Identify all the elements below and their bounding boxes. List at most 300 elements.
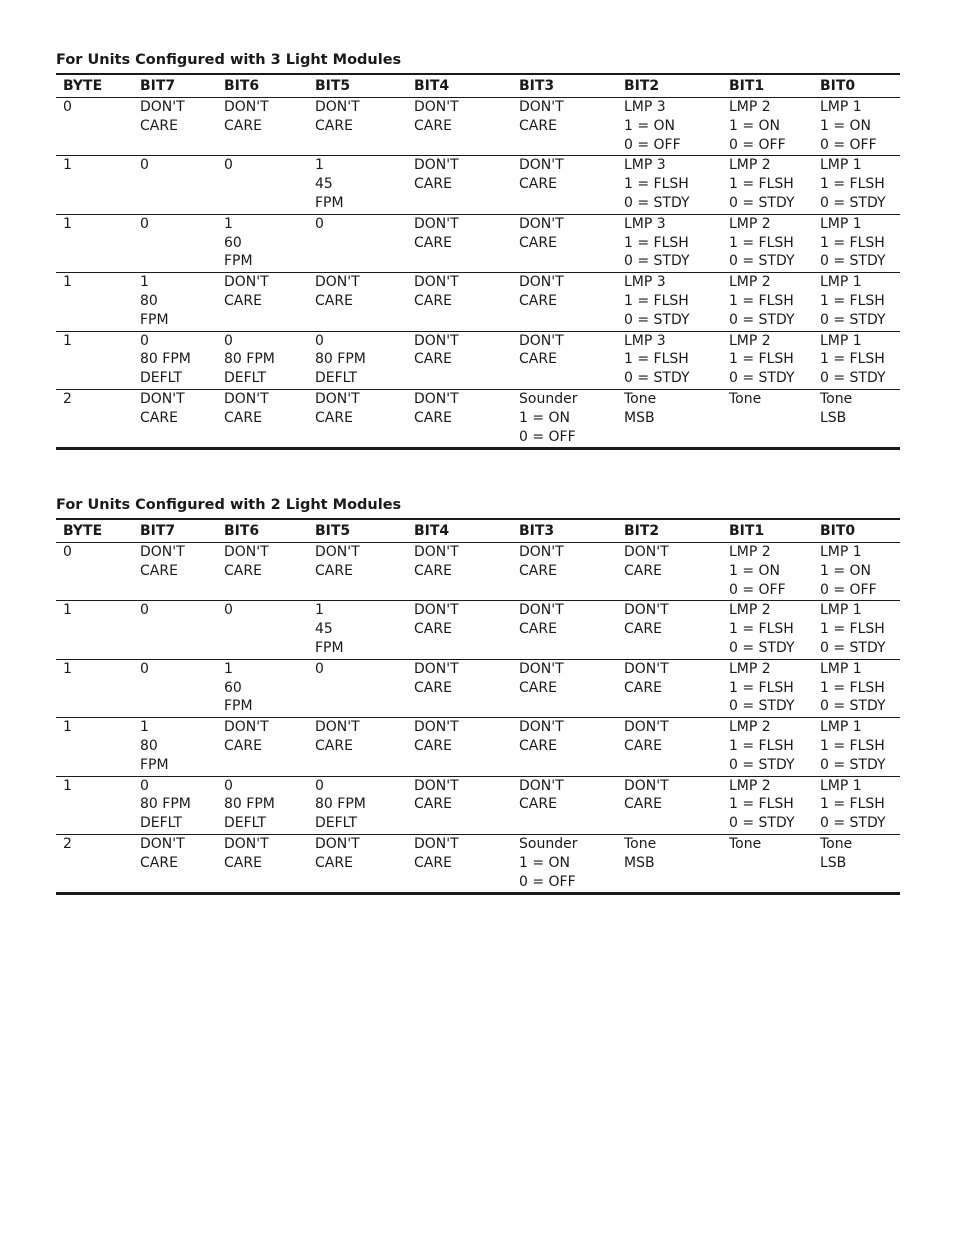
- table-row: [56, 156, 900, 214]
- table-cell-bit0: [813, 156, 900, 214]
- cell-line: 0: [224, 332, 233, 349]
- cell-line: 0: [140, 332, 149, 349]
- table-cell-bit0: [813, 718, 900, 776]
- table-cell-byte: [56, 214, 133, 272]
- cell-line: DON'T: [414, 660, 459, 677]
- cell-line: DON'T: [315, 719, 360, 736]
- cell-line: CARE: [414, 796, 452, 813]
- cell-line: 80 FPM: [315, 796, 366, 813]
- cell-line: 0 = STDY: [729, 311, 795, 328]
- cell-line: LMP 3: [624, 157, 666, 174]
- cell-line: 80 FPM: [315, 351, 366, 368]
- table-cell-bit5: [308, 389, 407, 448]
- table-cell-bit5: [308, 659, 407, 717]
- cell-line: 0 = STDY: [729, 815, 795, 832]
- cell-line: 0 = STDY: [729, 756, 795, 773]
- table-cell-bit6: [217, 718, 308, 776]
- cell-line: 1 = FLSH: [820, 621, 885, 638]
- table-cell-bit3: [512, 601, 617, 659]
- column-header-bit0: BIT0: [813, 519, 900, 543]
- cell-line: 0: [63, 99, 72, 115]
- cell-line: DON'T: [414, 719, 459, 736]
- cell-line: DEFLT: [140, 370, 183, 387]
- table-cell-bit2: [617, 834, 722, 893]
- cell-line: CARE: [519, 234, 557, 251]
- cell-line: 1 = ON: [820, 562, 872, 579]
- table-cell-bit1: [722, 214, 813, 272]
- table-cell-bit7: [133, 776, 217, 834]
- table-cell-bit6: [217, 659, 308, 717]
- cell-line: 0 = OFF: [519, 428, 576, 445]
- table-cell-bit0: [813, 776, 900, 834]
- table-cell-bit1: [722, 601, 813, 659]
- table-cell-byte: [56, 331, 133, 389]
- table-cell-bit5: [308, 156, 407, 214]
- table-cell-bit5: [308, 273, 407, 331]
- cell-line: 80 FPM: [140, 351, 191, 368]
- cell-line: DON'T: [519, 544, 564, 560]
- cell-line: 0 = OFF: [820, 136, 877, 153]
- cell-line: DON'T: [414, 332, 459, 349]
- table-cell-bit7: [133, 156, 217, 214]
- column-header-bit3: BIT3: [512, 74, 617, 98]
- cell-line: 2: [63, 835, 72, 852]
- cell-line: 0 = STDY: [820, 370, 886, 387]
- cell-line: FPM: [140, 311, 169, 328]
- cell-line: CARE: [224, 562, 262, 579]
- cell-line: LMP 3: [624, 274, 666, 291]
- table-cell-bit3: [512, 543, 617, 601]
- cell-line: LMP 1: [820, 544, 862, 560]
- cell-line: CARE: [624, 621, 662, 638]
- cell-line: 0 = OFF: [624, 136, 681, 153]
- cell-line: 80 FPM: [224, 351, 275, 368]
- header-row: [56, 74, 900, 98]
- table-cell-bit6: [217, 834, 308, 893]
- cell-line: CARE: [414, 621, 452, 638]
- cell-line: LMP 1: [820, 274, 862, 291]
- column-header-bit7: BIT7: [133, 74, 217, 98]
- table-cell-bit4: [407, 718, 512, 776]
- cell-line: DON'T: [414, 390, 459, 407]
- cell-line: DON'T: [519, 274, 564, 291]
- cell-line: Sounder: [519, 835, 578, 852]
- cell-line: CARE: [224, 854, 262, 871]
- cell-line: CARE: [519, 737, 557, 754]
- column-header-bit2: BIT2: [617, 74, 722, 98]
- cell-line: CARE: [519, 176, 557, 193]
- table-cell-bit3: [512, 214, 617, 272]
- table-cell-bit3: [512, 273, 617, 331]
- table-body: [56, 543, 900, 894]
- bit-table: [56, 518, 900, 895]
- cell-line: 1: [63, 777, 72, 794]
- table-cell-bit7: [133, 98, 217, 156]
- table-row: [56, 273, 900, 331]
- cell-line: 1 = FLSH: [729, 796, 794, 813]
- table-cell-byte: [56, 98, 133, 156]
- cell-line: 0 = OFF: [729, 581, 786, 598]
- table-cell-bit4: [407, 98, 512, 156]
- table-cell-bit5: [308, 601, 407, 659]
- cell-line: 0 = STDY: [820, 311, 886, 328]
- table-cell-byte: [56, 659, 133, 717]
- cell-line: CARE: [315, 117, 353, 134]
- table-cell-bit1: [722, 389, 813, 448]
- cell-line: 1: [224, 660, 233, 677]
- table-cell-bit2: [617, 214, 722, 272]
- cell-line: CARE: [140, 854, 178, 871]
- cell-line: DON'T: [414, 544, 459, 560]
- cell-line: CARE: [224, 409, 262, 426]
- table-row: [56, 543, 900, 601]
- cell-line: CARE: [414, 234, 452, 251]
- table-cell-bit1: [722, 834, 813, 893]
- cell-line: 0: [315, 215, 324, 232]
- cell-line: DON'T: [624, 777, 669, 794]
- cell-line: DON'T: [414, 274, 459, 291]
- table-cell-bit1: [722, 273, 813, 331]
- cell-line: 0 = STDY: [729, 698, 795, 715]
- cell-line: DEFLT: [315, 370, 358, 387]
- cell-line: 2: [63, 390, 72, 407]
- column-header-bit7: BIT7: [133, 519, 217, 543]
- table-cell-bit0: [813, 601, 900, 659]
- cell-line: 1 = ON: [519, 854, 571, 871]
- cell-line: 1 = FLSH: [820, 679, 885, 696]
- cell-line: CARE: [624, 679, 662, 696]
- cell-line: 0 = STDY: [729, 370, 795, 387]
- cell-line: 1 = FLSH: [729, 621, 794, 638]
- cell-line: 80: [140, 737, 158, 754]
- table-cell-bit7: [133, 718, 217, 776]
- cell-line: LMP 3: [624, 99, 666, 115]
- cell-line: DON'T: [414, 835, 459, 852]
- column-header-bit5: BIT5: [308, 74, 407, 98]
- cell-line: CARE: [519, 292, 557, 309]
- cell-line: DON'T: [224, 719, 269, 736]
- cell-line: LMP 2: [729, 660, 771, 677]
- cell-line: DON'T: [519, 332, 564, 349]
- table-cell-bit4: [407, 543, 512, 601]
- table-cell-bit1: [722, 718, 813, 776]
- bit-table: [56, 73, 900, 450]
- cell-line: LMP 2: [729, 719, 771, 736]
- table-cell-bit2: [617, 389, 722, 448]
- cell-line: LMP 2: [729, 777, 771, 794]
- table-cell-bit2: [617, 776, 722, 834]
- cell-line: DON'T: [224, 544, 269, 560]
- table-cell-bit1: [722, 331, 813, 389]
- cell-line: 0 = STDY: [820, 194, 886, 211]
- table-cell-byte: [56, 156, 133, 214]
- table-cell-bit0: [813, 389, 900, 448]
- cell-line: LMP 1: [820, 157, 862, 174]
- table-cell-bit6: [217, 601, 308, 659]
- cell-line: CARE: [519, 796, 557, 813]
- cell-line: DON'T: [224, 390, 269, 407]
- table-cell-bit6: [217, 98, 308, 156]
- cell-line: Tone: [624, 390, 657, 407]
- table-cell-byte: [56, 389, 133, 448]
- cell-line: CARE: [414, 679, 452, 696]
- cell-line: LMP 1: [820, 777, 862, 794]
- cell-line: FPM: [224, 253, 253, 270]
- cell-line: 0: [140, 215, 149, 232]
- cell-line: Tone: [820, 835, 853, 852]
- cell-line: LMP 1: [820, 660, 862, 677]
- cell-line: DON'T: [140, 835, 185, 852]
- cell-line: LMP 3: [624, 332, 666, 349]
- cell-line: DON'T: [519, 777, 564, 794]
- cell-line: CARE: [224, 737, 262, 754]
- cell-line: 1 = FLSH: [729, 176, 794, 193]
- table-cell-bit2: [617, 98, 722, 156]
- cell-line: 0 = STDY: [624, 253, 690, 270]
- table-cell-bit7: [133, 389, 217, 448]
- cell-line: DON'T: [519, 719, 564, 736]
- table-cell-bit5: [308, 98, 407, 156]
- table-cell-bit6: [217, 273, 308, 331]
- table-cell-bit5: [308, 331, 407, 389]
- table-cell-byte: [56, 718, 133, 776]
- cell-line: DON'T: [519, 215, 564, 232]
- cell-line: MSB: [624, 854, 655, 871]
- table-cell-bit2: [617, 718, 722, 776]
- table-cell-bit5: [308, 214, 407, 272]
- cell-line: FPM: [315, 639, 344, 656]
- cell-line: CARE: [414, 562, 452, 579]
- section-3-light-modules: [56, 50, 900, 450]
- table-cell-bit1: [722, 543, 813, 601]
- column-header-bit1: BIT1: [722, 519, 813, 543]
- cell-line: 1 = FLSH: [820, 292, 885, 309]
- cell-line: 1: [63, 719, 72, 736]
- column-header-bit6: BIT6: [217, 74, 308, 98]
- table-cell-bit1: [722, 156, 813, 214]
- cell-line: CARE: [414, 176, 452, 193]
- cell-line: 0 = STDY: [624, 194, 690, 211]
- cell-line: 0 = STDY: [820, 253, 886, 270]
- cell-line: DEFLT: [224, 815, 267, 832]
- cell-line: 1: [315, 157, 324, 174]
- table-row: [56, 834, 900, 893]
- cell-line: 80 FPM: [140, 796, 191, 813]
- table-cell-bit4: [407, 601, 512, 659]
- column-header-byte: BYTE: [56, 74, 133, 98]
- column-header-bit3: BIT3: [512, 519, 617, 543]
- table-cell-bit6: [217, 543, 308, 601]
- cell-line: 1 = FLSH: [729, 679, 794, 696]
- table-cell-bit2: [617, 601, 722, 659]
- table-cell-bit0: [813, 834, 900, 893]
- cell-line: CARE: [315, 409, 353, 426]
- table-cell-bit4: [407, 214, 512, 272]
- cell-line: CARE: [624, 562, 662, 579]
- column-header-bit2: BIT2: [617, 519, 722, 543]
- cell-line: Tone: [624, 835, 657, 852]
- cell-line: CARE: [224, 292, 262, 309]
- cell-line: DON'T: [140, 390, 185, 407]
- cell-line: CARE: [414, 409, 452, 426]
- column-header-bit0: BIT0: [813, 74, 900, 98]
- cell-line: 1 = FLSH: [729, 351, 794, 368]
- cell-line: 1 = FLSH: [820, 351, 885, 368]
- cell-line: DON'T: [414, 215, 459, 232]
- cell-line: 1 = FLSH: [624, 351, 689, 368]
- table-cell-bit3: [512, 718, 617, 776]
- table-row: [56, 601, 900, 659]
- cell-line: DON'T: [140, 99, 185, 115]
- table-cell-bit0: [813, 659, 900, 717]
- cell-line: 1 = FLSH: [820, 737, 885, 754]
- table-cell-bit2: [617, 543, 722, 601]
- table-cell-byte: [56, 273, 133, 331]
- table-cell-bit7: [133, 273, 217, 331]
- cell-line: LMP 2: [729, 332, 771, 349]
- cell-line: 45: [315, 621, 333, 638]
- cell-line: 1 = ON: [519, 409, 571, 426]
- table-body: [56, 98, 900, 449]
- column-header-bit4: BIT4: [407, 74, 512, 98]
- cell-line: CARE: [315, 737, 353, 754]
- cell-line: 0: [63, 544, 72, 560]
- cell-line: 0: [224, 777, 233, 794]
- table-cell-bit0: [813, 331, 900, 389]
- table-cell-bit2: [617, 659, 722, 717]
- cell-line: LSB: [820, 409, 847, 426]
- table-row: [56, 331, 900, 389]
- cell-line: DEFLT: [140, 815, 183, 832]
- cell-line: CARE: [140, 562, 178, 579]
- table-cell-bit4: [407, 776, 512, 834]
- cell-line: 1 = ON: [624, 117, 676, 134]
- table-cell-bit3: [512, 331, 617, 389]
- cell-line: 0: [315, 332, 324, 349]
- cell-line: 1: [224, 215, 233, 232]
- table-row: [56, 214, 900, 272]
- cell-line: CARE: [315, 292, 353, 309]
- cell-line: LMP 2: [729, 215, 771, 232]
- header-row: [56, 519, 900, 543]
- cell-line: CARE: [519, 562, 557, 579]
- table-cell-bit5: [308, 776, 407, 834]
- cell-line: CARE: [315, 562, 353, 579]
- cell-line: CARE: [519, 117, 557, 134]
- cell-line: DEFLT: [224, 370, 267, 387]
- cell-line: CARE: [414, 117, 452, 134]
- cell-line: DON'T: [140, 544, 185, 560]
- cell-line: DON'T: [315, 390, 360, 407]
- cell-line: DON'T: [315, 544, 360, 560]
- table-cell-bit7: [133, 601, 217, 659]
- cell-line: 0 = STDY: [820, 639, 886, 656]
- cell-line: Tone: [729, 835, 762, 852]
- table-cell-bit4: [407, 331, 512, 389]
- cell-line: LMP 2: [729, 157, 771, 174]
- column-header-bit4: BIT4: [407, 519, 512, 543]
- cell-line: 0 = STDY: [729, 194, 795, 211]
- cell-line: DON'T: [624, 719, 669, 736]
- table-cell-bit6: [217, 389, 308, 448]
- table-cell-bit5: [308, 543, 407, 601]
- cell-line: DON'T: [519, 157, 564, 174]
- table-cell-byte: [56, 601, 133, 659]
- cell-line: 0 = STDY: [729, 253, 795, 270]
- cell-line: LMP 2: [729, 602, 771, 619]
- table-cell-byte: [56, 543, 133, 601]
- cell-line: 45: [315, 176, 333, 193]
- cell-line: 1 = FLSH: [729, 234, 794, 251]
- cell-line: 0: [140, 777, 149, 794]
- table-row: [56, 659, 900, 717]
- cell-line: 0 = OFF: [729, 136, 786, 153]
- cell-line: DON'T: [224, 99, 269, 115]
- cell-line: 60: [224, 234, 242, 251]
- cell-line: 0: [224, 157, 233, 174]
- cell-line: CARE: [224, 117, 262, 134]
- cell-line: DON'T: [519, 660, 564, 677]
- cell-line: 0: [140, 157, 149, 174]
- cell-line: 1 = ON: [820, 117, 872, 134]
- cell-line: LMP 1: [820, 719, 862, 736]
- column-header-bit6: BIT6: [217, 519, 308, 543]
- table-cell-bit0: [813, 214, 900, 272]
- table-cell-bit5: [308, 718, 407, 776]
- cell-line: DON'T: [224, 274, 269, 291]
- cell-line: 1 = FLSH: [729, 737, 794, 754]
- cell-line: FPM: [224, 698, 253, 715]
- cell-line: 1: [63, 157, 72, 174]
- table-cell-bit4: [407, 156, 512, 214]
- cell-line: LMP 1: [820, 99, 862, 115]
- table-cell-bit3: [512, 98, 617, 156]
- cell-line: 1 = FLSH: [820, 176, 885, 193]
- cell-line: 1: [63, 274, 72, 291]
- table-cell-bit1: [722, 776, 813, 834]
- cell-line: 1 = FLSH: [624, 234, 689, 251]
- cell-line: LMP 1: [820, 332, 862, 349]
- cell-line: CARE: [519, 351, 557, 368]
- cell-line: DON'T: [519, 99, 564, 115]
- cell-line: DON'T: [624, 544, 669, 560]
- cell-line: 0 = STDY: [729, 639, 795, 656]
- cell-line: DON'T: [414, 99, 459, 115]
- cell-line: 0 = OFF: [519, 873, 576, 890]
- cell-line: Sounder: [519, 390, 578, 407]
- cell-line: 1: [63, 332, 72, 349]
- table-cell-bit2: [617, 331, 722, 389]
- cell-line: CARE: [519, 621, 557, 638]
- cell-line: CARE: [624, 796, 662, 813]
- cell-line: DON'T: [414, 777, 459, 794]
- table-cell-bit6: [217, 776, 308, 834]
- section-2-light-modules: [56, 495, 900, 895]
- table-cell-bit2: [617, 156, 722, 214]
- cell-line: 1 = FLSH: [729, 292, 794, 309]
- table-cell-bit6: [217, 214, 308, 272]
- table-cell-bit1: [722, 98, 813, 156]
- table-cell-bit6: [217, 331, 308, 389]
- cell-line: LMP 1: [820, 215, 862, 232]
- table-cell-bit4: [407, 834, 512, 893]
- cell-line: 1 = FLSH: [624, 176, 689, 193]
- cell-line: 0 = OFF: [820, 581, 877, 598]
- cell-line: CARE: [414, 292, 452, 309]
- table-cell-bit7: [133, 331, 217, 389]
- table-cell-bit4: [407, 659, 512, 717]
- cell-line: 80 FPM: [224, 796, 275, 813]
